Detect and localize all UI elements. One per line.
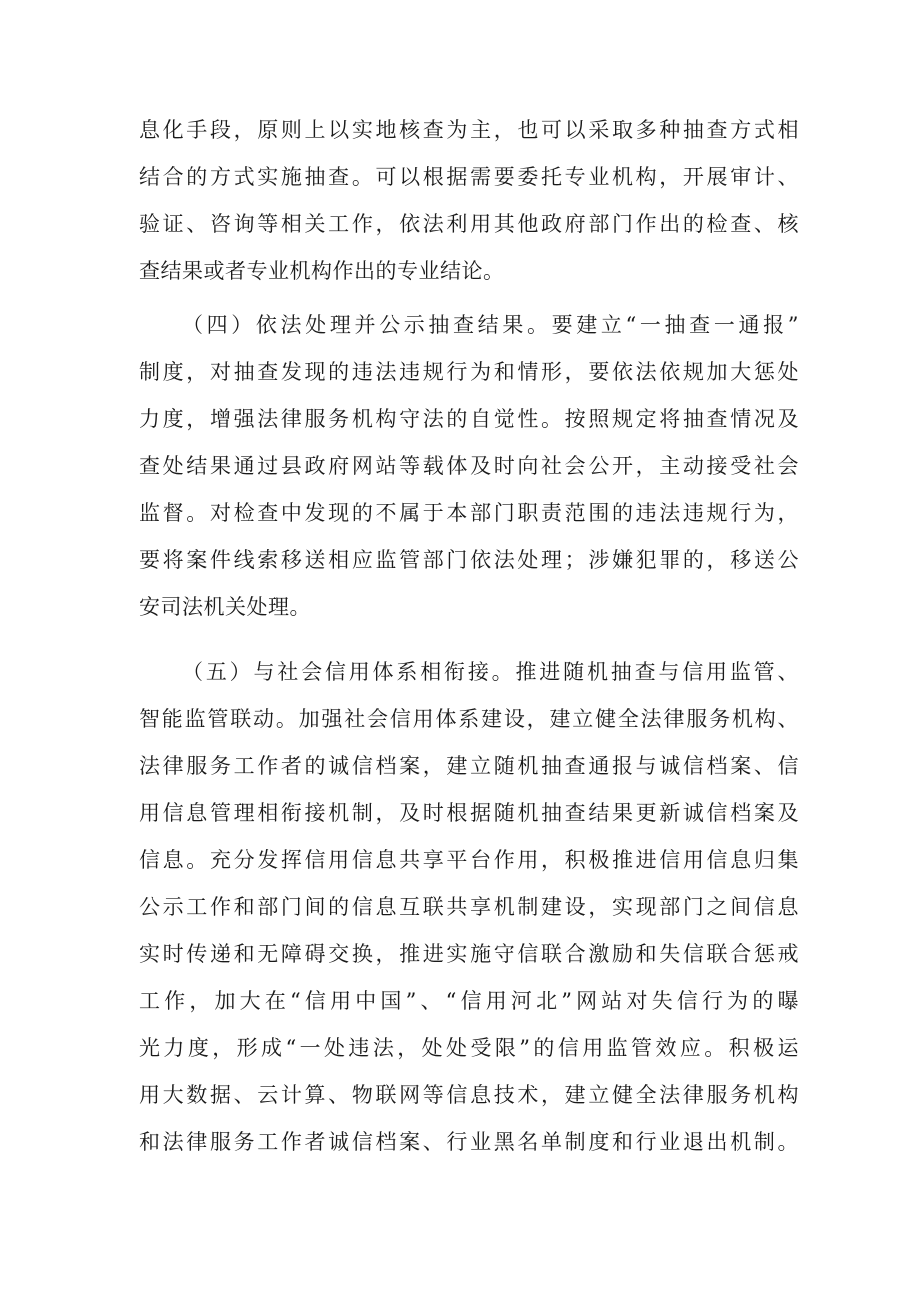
text-line: 实时传递和无障碍交换，推进实施守信联合激励和失信联合惩戒 <box>139 942 799 966</box>
text-line: 查结果或者专业机构作出的专业结论。 <box>139 259 505 283</box>
text-line: 要将案件线索移送相应监管部门依法处理；涉嫌犯罪的，移送公 <box>139 548 799 572</box>
text-line: 信息。充分发挥信用信息共享平台作用，积极推进信用信息归集 <box>139 848 799 872</box>
text-line: 公示工作和部门间的信息互联共享机制建设，实现部门之间信息 <box>139 895 799 919</box>
text-line: 制度，对抽查发现的违法违规行为和情形，要依法依规加大惩处 <box>139 360 799 384</box>
text-line: 智能监管联动。加强社会信用体系建设，建立健全法律服务机构、 <box>139 707 799 731</box>
text-line: 验证、咨询等相关工作，依法利用其他政府部门作出的检查、核 <box>139 212 799 236</box>
text-line: 和法律服务工作者诚信档案、行业黑名单制度和行业退出机制。 <box>139 1130 799 1154</box>
text-line: 光力度，形成“一处违法，处处受限”的信用监管效应。积极运 <box>139 1036 799 1060</box>
text-line: 法律服务工作者的诚信档案，建立随机抽查通报与诚信档案、信 <box>139 754 799 778</box>
section-heading-line: （五）与社会信用体系相衔接。推进随机抽查与信用监管、 <box>182 660 799 684</box>
text-line: 力度，增强法律服务机构守法的自觉性。按照规定将抽查情况及 <box>139 407 799 431</box>
text-line: 工作，加大在“信用中国”、“信用河北”网站对失信行为的曝 <box>139 989 799 1013</box>
section-heading-line: （四）依法处理并公示抽查结果。要建立“一抽查一通报” <box>182 313 799 337</box>
text-line: 结合的方式实施抽查。可以根据需要委托专业机构，开展审计、 <box>139 165 799 189</box>
text-line: 息化手段，原则上以实地核查为主，也可以采取多种抽查方式相 <box>139 118 799 142</box>
text-line: 监督。对检查中发现的不属于本部门职责范围的违法违规行为， <box>139 501 799 525</box>
text-line: 查处结果通过县政府网站等载体及时向社会公开，主动接受社会 <box>139 454 799 478</box>
text-line: 用大数据、云计算、物联网等信息技术，建立健全法律服务机构 <box>139 1083 799 1107</box>
text-line: 用信息管理相衔接机制，及时根据随机抽查结果更新诚信档案及 <box>139 801 799 825</box>
text-line: 安司法机关处理。 <box>139 595 311 619</box>
